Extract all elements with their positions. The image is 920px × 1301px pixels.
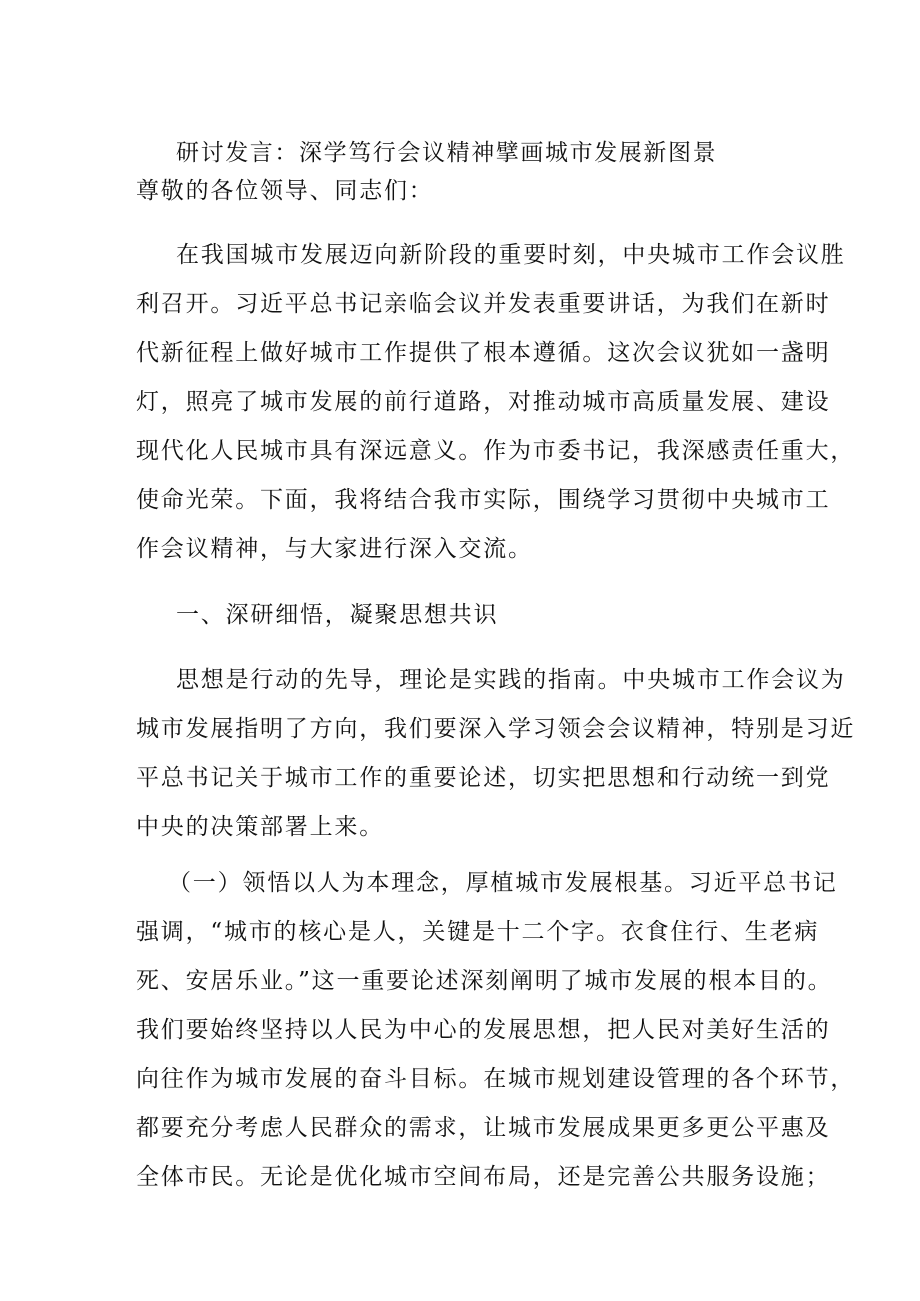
intro-line-1: 在我国城市发展迈向新阶段的重要时刻，中央城市工作会议胜 <box>176 242 846 268</box>
subsection-1-line-1: （一）领悟以人为本理念，厚植城市发展根基。习近平总书记 <box>168 870 838 896</box>
intro-line-6: 使命光荣。下面，我将结合我市实际，围绕学习贯彻中央城市工 <box>136 487 831 513</box>
subsection-1-line-3: 死、安居乐业。”这一重要论述深刻阐明了城市发展的根本目的。 <box>136 968 833 994</box>
intro-line-3: 代新征程上做好城市工作提供了根本遵循。这次会议犹如一盏明 <box>136 340 831 366</box>
salutation: 尊敬的各位领导、同志们： <box>136 178 434 204</box>
section-1-line-4: 中央的决策部署上来。 <box>136 814 384 840</box>
section-heading-1: 一、深研细悟，凝聚思想共识 <box>176 602 499 628</box>
section-1-line-3: 平总书记关于城市工作的重要论述，切实把思想和行动统一到党 <box>136 765 831 791</box>
subsection-1-line-6: 都要充分考虑人民群众的需求，让城市发展成果更多更公平惠及 <box>136 1115 831 1141</box>
section-1-line-1: 思想是行动的先导，理论是实践的指南。中央城市工作会议为 <box>176 667 846 693</box>
intro-line-2: 利召开。习近平总书记亲临会议并发表重要讲话，为我们在新时 <box>136 291 831 317</box>
document-title: 研讨发言：深学笃行会议精神擘画城市发展新图景 <box>176 140 718 166</box>
subsection-1-line-2: 强调，“城市的核心是人，关键是十二个字。衣食住行、生老病 <box>136 919 820 945</box>
intro-line-4: 灯，照亮了城市发展的前行道路，对推动城市高质量发展、建设 <box>136 389 831 415</box>
section-1-line-2: 城市发展指明了方向，我们要深入学习领会会议精神，特别是习近 <box>136 716 856 742</box>
subsection-1-line-4: 我们要始终坚持以人民为中心的发展思想，把人民对美好生活的 <box>136 1017 831 1043</box>
intro-line-5: 现代化人民城市具有深远意义。作为市委书记，我深感责任重大， <box>136 438 856 464</box>
subsection-1-line-7: 全体市民。无论是优化城市空间布局，还是完善公共服务设施； <box>136 1164 831 1190</box>
intro-line-7: 作会议精神，与大家进行深入交流。 <box>136 536 533 562</box>
subsection-1-line-5: 向往作为城市发展的奋斗目标。在城市规划建设管理的各个环节， <box>136 1066 856 1092</box>
